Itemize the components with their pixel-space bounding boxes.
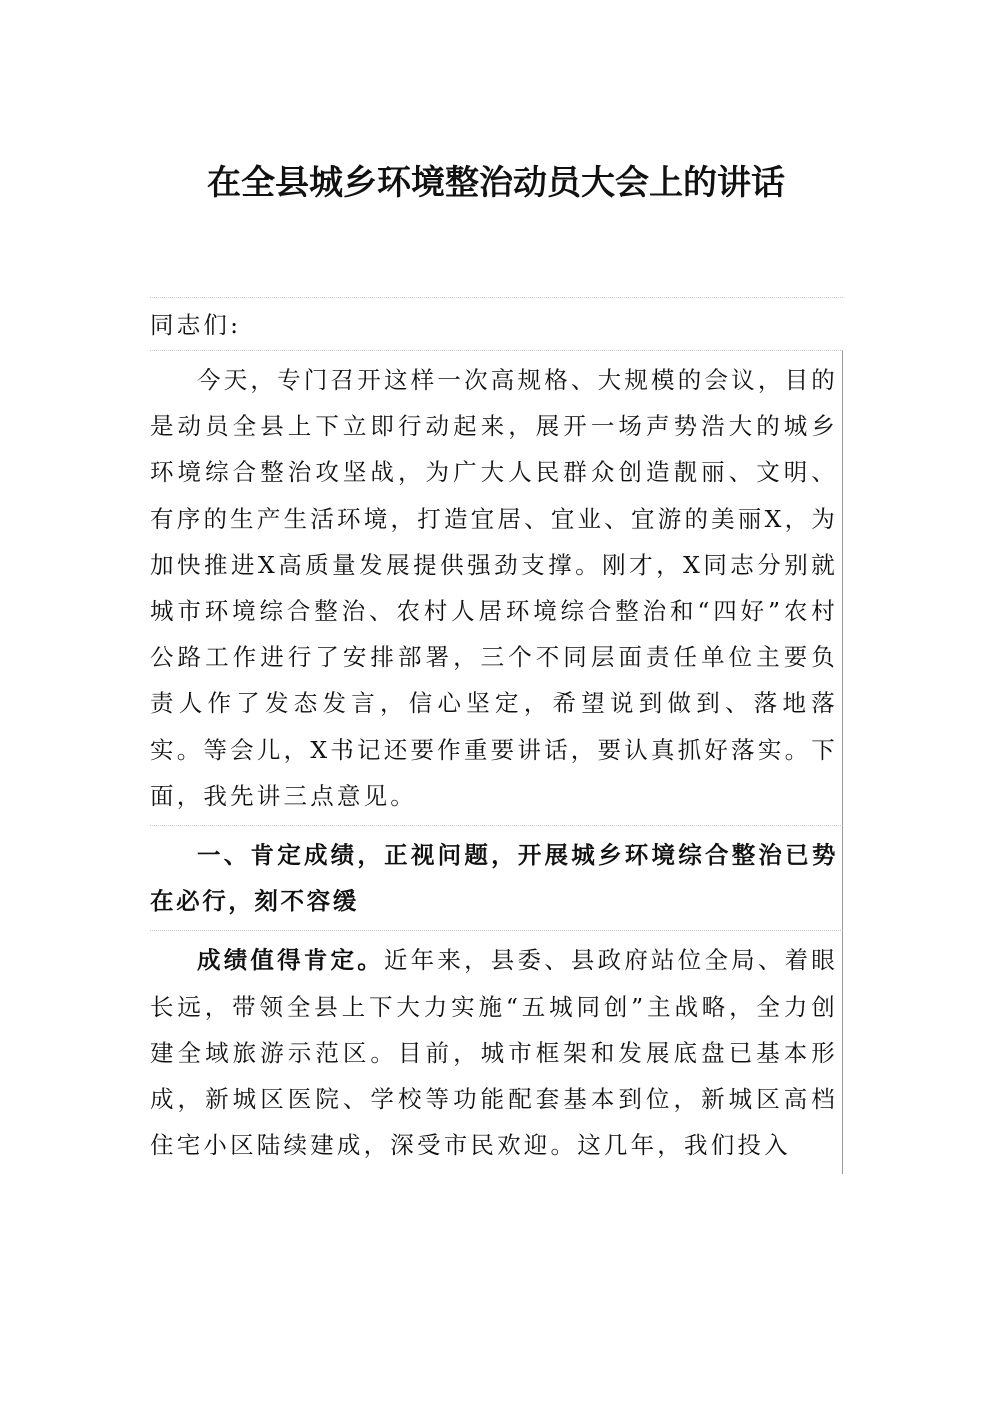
paragraph-body-text: 近年来，县委、县政府站位全局、着眼长远，带领全县上下大力实施“五城同创”主战略，全力创建全域旅游示范区。目前，城市框架和发展底盘已基本形成，新城区医院、学校等功能配套基本到位，新城区高档住宅小区陆续建成，深受市民欢迎。这几年，我们投入 <box>150 946 838 1160</box>
intro-paragraph: 今天，专门召开这样一次高规格、大规模的会议，目的是动员全县上下立即行动起来，展开一场声势浩大的城乡环境综合整治攻坚战，为广大人民群众创造靓丽、文明、有序的生产生活环境，打造宜居、宜业、宜游的美丽X，为加快推进X高质量发展提供强劲支撑。刚才，X同志分别就城市环境综合整治、农村人居环境综合整治和“四好”农村公路工作进行了安排部署，三个不同层面责任单位主要负责人作了发态发言，信心坚定，希望说到做到、落地落实。等会儿，X书记还要作重要讲话，要认真抓好落实。下面，我先讲三点意见。 <box>150 350 843 825</box>
paragraph-lead-phrase: 成绩值得肯定。 <box>197 946 384 975</box>
section-1-paragraph-1 <box>150 930 843 1174</box>
document-title: 在全县城乡环境整治动员大会上的讲话 <box>207 163 785 203</box>
salutation: 同志们: <box>150 297 843 350</box>
document-body <box>150 297 843 1174</box>
section-heading-1: 一、肯定成绩，正视问题，开展城乡环境综合整治已势在必行，刻不容缓 <box>150 825 843 930</box>
